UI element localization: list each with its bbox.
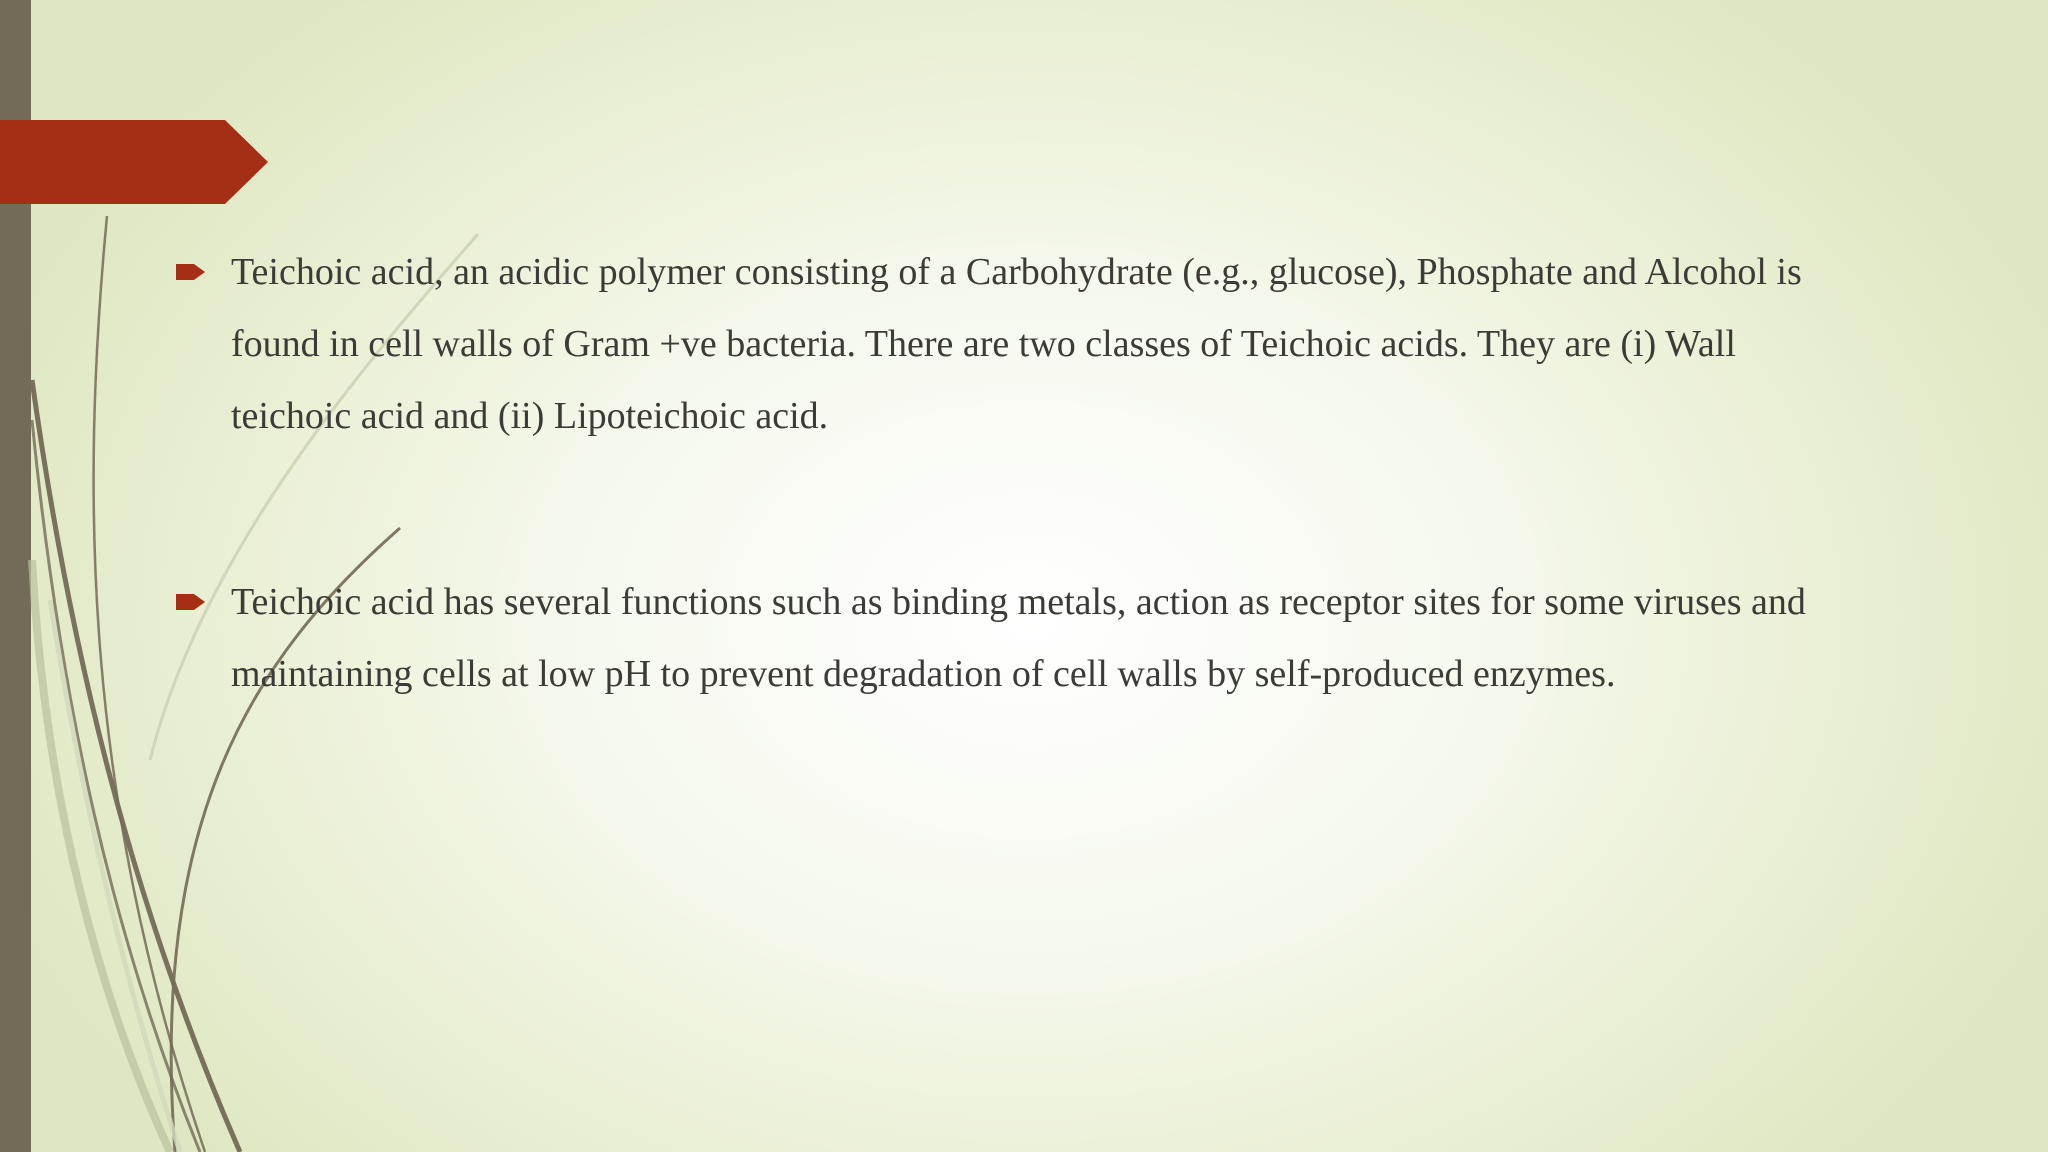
arrow-right-icon: [176, 591, 206, 613]
bullet-list: [170, 236, 1850, 710]
bullet-item: [170, 236, 1850, 452]
bullet-text: Teichoic acid has several functions such as binding metals, action as receptor sites for some viruses and maintaining cells at low pH to prevent degradation of cell walls by self-produced enzymes.: [231, 581, 1806, 695]
bullet-text: Teichoic acid, an acidic polymer consisting of a Carbohydrate (e.g., glucose), Phosphate and Alcohol is found in cell walls of Gram +ve bacteria. There are two classes of Teichoic acids. They are (i) Wall teichoic acid and (ii) Lipoteichoic acid.: [231, 251, 1802, 437]
arrow-right-icon: [176, 261, 206, 283]
title-tab: [0, 120, 268, 204]
bullet-item: [170, 566, 1850, 710]
